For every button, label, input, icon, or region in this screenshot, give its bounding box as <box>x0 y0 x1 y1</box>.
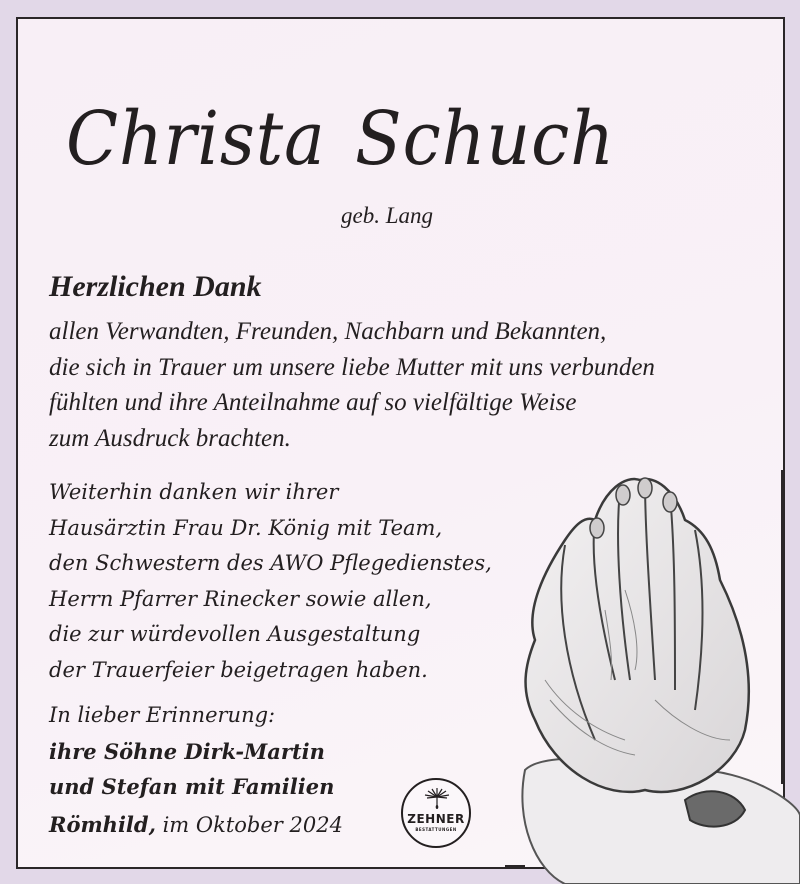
text-line: fühlten und ihre Anteilnahme auf so vielfältige Weise <box>49 389 577 416</box>
place-date <box>49 812 343 837</box>
date: im Oktober 2024 <box>162 813 343 837</box>
last-name: Schuch <box>355 96 615 182</box>
deceased-name <box>66 96 655 182</box>
first-name: Christa <box>66 96 326 182</box>
logo-brand: ZEHNER <box>407 812 465 826</box>
text-line: allen Verwandten, Freunden, Nachbarn und Bekannten, <box>49 318 607 345</box>
maiden-name: geb. Lang <box>341 203 433 228</box>
thanks-heading: Herzlichen Dank <box>49 270 262 303</box>
text-line: die zur würdevollen Ausgestaltung <box>49 622 421 646</box>
thanks-paragraph-2 <box>49 475 492 688</box>
place: Römhild, <box>49 812 156 837</box>
text-line: der Trauerfeier beigetragen haben. <box>49 657 428 682</box>
praying-hands-icon <box>505 470 800 884</box>
text-line: Weiterhin danken wir ihrer <box>49 480 339 504</box>
logo-subtitle: BESTATTUNGEN <box>415 827 457 832</box>
closing-intro: In lieber Erinnerung: <box>49 703 276 727</box>
closing-block <box>49 698 334 805</box>
funeral-home-logo <box>401 778 471 848</box>
dandelion-icon <box>423 786 451 812</box>
text-line: zum Ausdruck brachten. <box>49 424 291 452</box>
family-line-2: und Stefan mit Familien <box>49 774 335 799</box>
family-line-1: ihre Söhne Dirk-Martin <box>49 738 325 764</box>
text-line: Hausärztin Frau Dr. König mit Team, <box>49 515 443 540</box>
text-line: die sich in Trauer um unsere liebe Mutter mit uns verbunden <box>49 353 655 381</box>
thanks-paragraph-1 <box>49 314 655 456</box>
text-line: Herrn Pfarrer Rinecker sowie allen, <box>49 586 432 611</box>
text-line: den Schwestern des AWO Pflegedienstes, <box>49 551 492 575</box>
